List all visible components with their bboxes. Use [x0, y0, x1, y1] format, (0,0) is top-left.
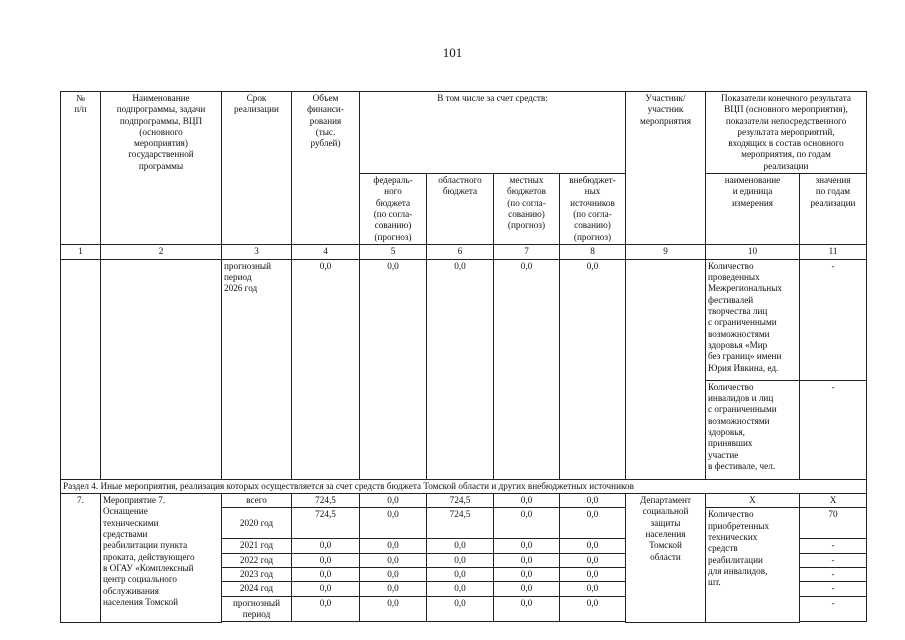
- table-row-2026: [61, 259, 867, 380]
- cell-measure-name: Мероприятие 7. Оснащение техническими средствами реабилитации пункта проката, действующего в ОГАУ «Комплексный центр социального обслуживания населения Томской: [101, 494, 222, 623]
- cell-empty: [626, 259, 706, 479]
- cell-extrabudget: 0,0: [560, 568, 626, 582]
- cell-volume: 724,5: [292, 494, 360, 508]
- cell-local: 0,0: [494, 508, 560, 539]
- cell-empty: [101, 259, 222, 479]
- header-row-1: [61, 92, 867, 174]
- cell-regional: 724,5: [427, 508, 494, 539]
- cell-indicator-value: -: [800, 568, 867, 582]
- cell-volume: 0,0: [292, 553, 360, 567]
- cell-indicator-name: Количество инвалидов и лиц с ограниченными возможностями здоровья, принявших участие в фестивале, чел.: [706, 380, 800, 479]
- cell-extrabudget: 0,0: [560, 494, 626, 508]
- cell-extrabudget: 0,0: [560, 259, 626, 479]
- cell-empty: [222, 622, 626, 623]
- header-col-participant: Участник/ участник мероприятия: [626, 92, 706, 245]
- column-number: 7: [494, 244, 560, 259]
- cell-extrabudget: 0,0: [560, 596, 626, 622]
- cell-federal: 0,0: [360, 539, 427, 553]
- cell-period: прогнозный период: [222, 596, 292, 622]
- cell-participant: Департамент социальной защиты населения Томской области: [626, 494, 706, 623]
- cell-local: 0,0: [494, 582, 560, 596]
- column-number: 1: [61, 244, 101, 259]
- section-title: Раздел 4. Иные мероприятия, реализация которых осуществляется за счет средств бюджета Томской области и других внебюджетных источников: [61, 479, 867, 493]
- cell-empty: [61, 259, 101, 479]
- cell-period: 2023 год: [222, 568, 292, 582]
- cell-indicator-value: 70: [800, 508, 867, 539]
- cell-federal: 0,0: [360, 568, 427, 582]
- header-group-indicators: Показатели конечного результата ВЦП (основного мероприятия), показатели непосредственного результата мероприятий, входящих в состав основного мероприятия, по годам реализации: [706, 92, 867, 174]
- cell-volume: 0,0: [292, 596, 360, 622]
- cell-local: 0,0: [494, 494, 560, 508]
- cell-regional: 0,0: [427, 539, 494, 553]
- column-number: 10: [706, 244, 800, 259]
- cell-federal: 0,0: [360, 553, 427, 567]
- cell-local: 0,0: [494, 553, 560, 567]
- cell-local: 0,0: [494, 568, 560, 582]
- header-col-regional: областного бюджета: [427, 174, 494, 245]
- cell-federal: 0,0: [360, 508, 427, 539]
- column-number: 8: [560, 244, 626, 259]
- cell-period: прогнозный период 2026 год: [222, 259, 292, 479]
- cell-extrabudget: 0,0: [560, 508, 626, 539]
- cell-volume: 0,0: [292, 568, 360, 582]
- cell-extrabudget: 0,0: [560, 553, 626, 567]
- header-col-name: Наименование подпрограммы, задачи подпрограммы, ВЦП (основного мероприятия) государственной программы: [101, 92, 222, 245]
- cell-volume: 0,0: [292, 582, 360, 596]
- cell-indicator-value: Х: [800, 494, 867, 508]
- column-number: 11: [800, 244, 867, 259]
- cell-federal: 0,0: [360, 494, 427, 508]
- header-col-number: № п/п: [61, 92, 101, 245]
- cell-period: 2020 год: [222, 508, 292, 539]
- cell-indicator-value: -: [800, 539, 867, 553]
- header-col-period: Срок реализации: [222, 92, 292, 245]
- cell-federal: 0,0: [360, 596, 427, 622]
- cell-indicator-name: Количество приобретенных технических средств реабилитации для инвалидов, шт.: [706, 508, 800, 622]
- cell-regional: 0,0: [427, 553, 494, 567]
- cell-regional: 0,0: [427, 596, 494, 622]
- column-number: 5: [360, 244, 427, 259]
- column-number: 2: [101, 244, 222, 259]
- header-col-volume: Объем финанси- рования (тыс. рублей): [292, 92, 360, 245]
- cell-regional: 0,0: [427, 568, 494, 582]
- cell-regional: 724,5: [427, 494, 494, 508]
- page-number: 101: [442, 45, 463, 60]
- cell-volume: 0,0: [292, 539, 360, 553]
- cell-indicator-name: Количество проведенных Межрегиональных фестивалей творчества лиц с ограниченными возможностями здоровья «Мир без границ» имени Юрия Ивкина, ед.: [706, 259, 800, 380]
- cell-extrabudget: 0,0: [560, 539, 626, 553]
- header-col-indicator-value: значения по годам реализации: [800, 174, 867, 245]
- column-number: 4: [292, 244, 360, 259]
- cell-regional: 0,0: [427, 582, 494, 596]
- cell-indicator-name: Х: [706, 494, 800, 508]
- cell-indicator-value: -: [800, 553, 867, 567]
- section-row: [61, 479, 867, 493]
- cell-indicator-value: -: [800, 380, 867, 479]
- cell-regional: 0,0: [427, 259, 494, 479]
- cell-period: 2022 год: [222, 553, 292, 567]
- cell-local: 0,0: [494, 259, 560, 479]
- header-group-funding: В том числе за счет средств:: [360, 92, 626, 174]
- cell-period: всего: [222, 494, 292, 508]
- cell-volume: 0,0: [292, 259, 360, 479]
- column-number: 6: [427, 244, 494, 259]
- cell-measure-number: 7.: [61, 494, 101, 623]
- header-col-indicator-name: наименование и единица измерения: [706, 174, 800, 245]
- column-number: 3: [222, 244, 292, 259]
- cell-volume: 724,5: [292, 508, 360, 539]
- cell-indicator-value: -: [800, 259, 867, 380]
- cell-local: 0,0: [494, 596, 560, 622]
- cell-local: 0,0: [494, 539, 560, 553]
- header-col-local: местных бюджетов (по согла- сованию) (прогноз): [494, 174, 560, 245]
- header-col-extrabudget: внебюджет- ных источников (по согла- сованию) (прогноз): [560, 174, 626, 245]
- cell-period: 2021 год: [222, 539, 292, 553]
- cell-federal: 0,0: [360, 259, 427, 479]
- cell-indicator-value: -: [800, 596, 867, 622]
- program-table: [60, 91, 867, 623]
- cell-federal: 0,0: [360, 582, 427, 596]
- cell-indicator-value: -: [800, 582, 867, 596]
- cell-period: 2024 год: [222, 582, 292, 596]
- column-number: 9: [626, 244, 706, 259]
- cell-empty: [800, 622, 867, 623]
- table-row: [61, 494, 867, 508]
- cell-extrabudget: 0,0: [560, 582, 626, 596]
- header-col-federal: федераль- ного бюджета (по согла- сованию) (прогноз): [360, 174, 427, 245]
- column-number-row: [61, 244, 867, 259]
